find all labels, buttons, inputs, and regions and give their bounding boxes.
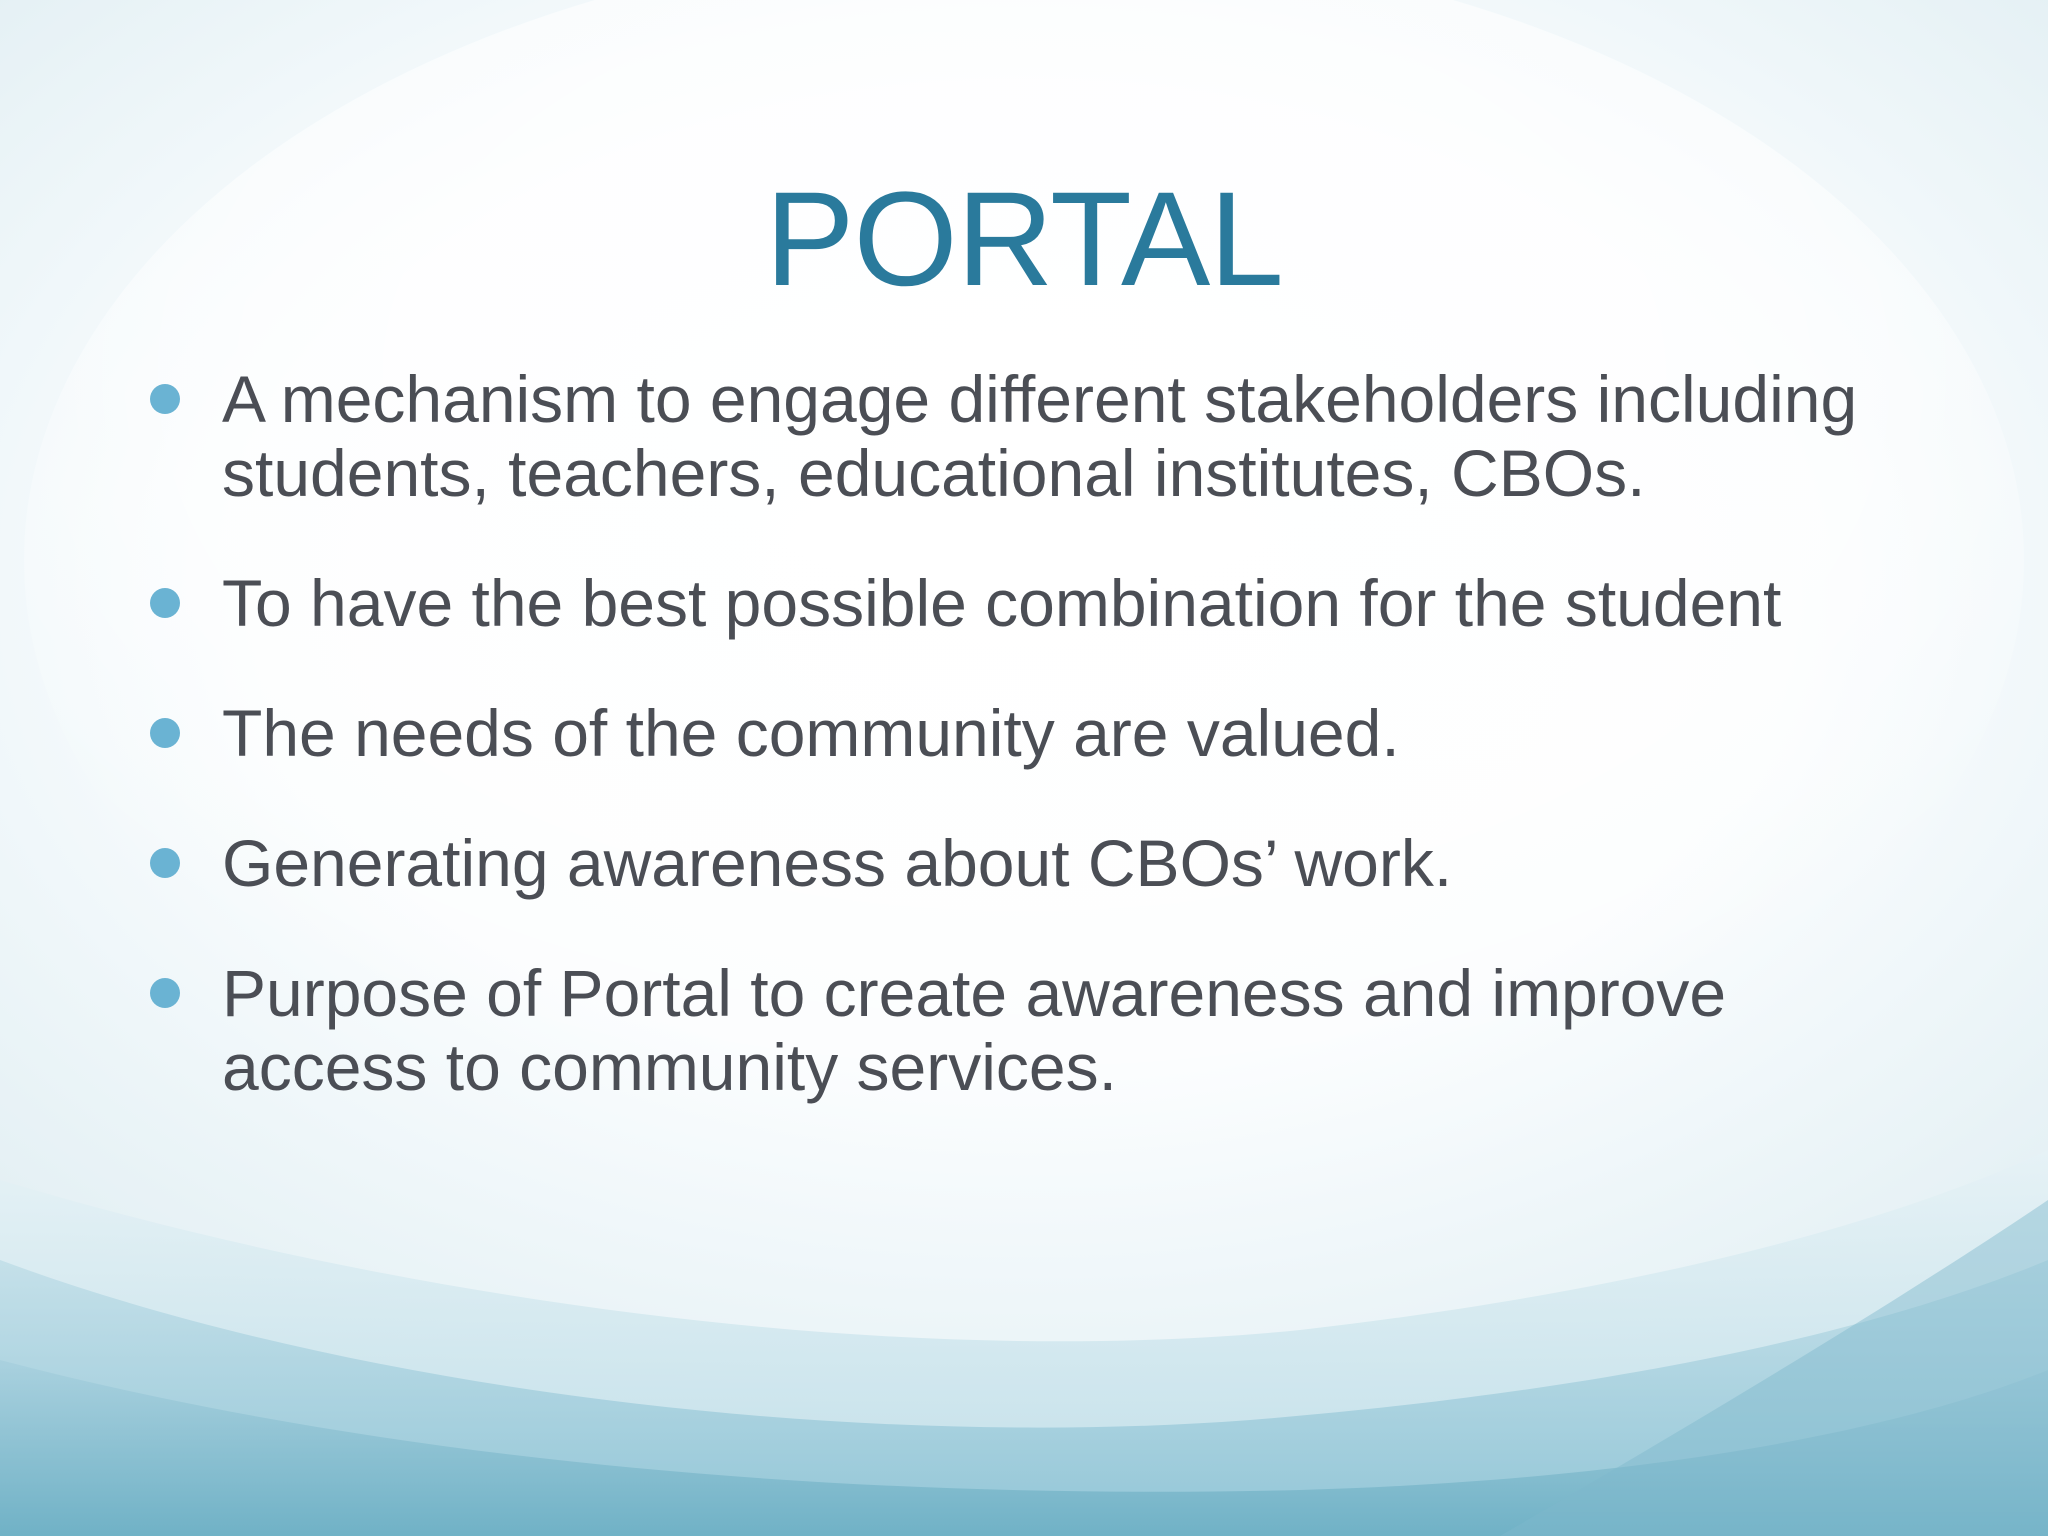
bullet-text: Generating awareness about CBOs’ work.	[222, 826, 1453, 900]
bullet-dot-icon	[150, 848, 180, 878]
bullet-dot-icon	[150, 718, 180, 748]
bullet-list	[148, 362, 1948, 1104]
slide-title: PORTAL	[765, 165, 1283, 314]
bullet-item	[148, 566, 1948, 640]
bullet-text: Purpose of Portal to create awareness and improve access to community services.	[222, 956, 1727, 1104]
bullet-item	[148, 956, 1948, 1104]
bullet-dot-icon	[150, 588, 180, 618]
bullet-text: To have the best possible combination for the student	[222, 566, 1782, 640]
bullet-text: The needs of the community are valued.	[222, 696, 1400, 770]
bullet-dot-icon	[150, 384, 180, 414]
bullet-text: A mechanism to engage different stakeholders including students, teachers, educational institutes, CBOs.	[222, 362, 1858, 510]
bullet-item	[148, 826, 1948, 900]
bullet-item	[148, 696, 1948, 770]
bullet-dot-icon	[150, 978, 180, 1008]
bullet-item	[148, 362, 1948, 510]
